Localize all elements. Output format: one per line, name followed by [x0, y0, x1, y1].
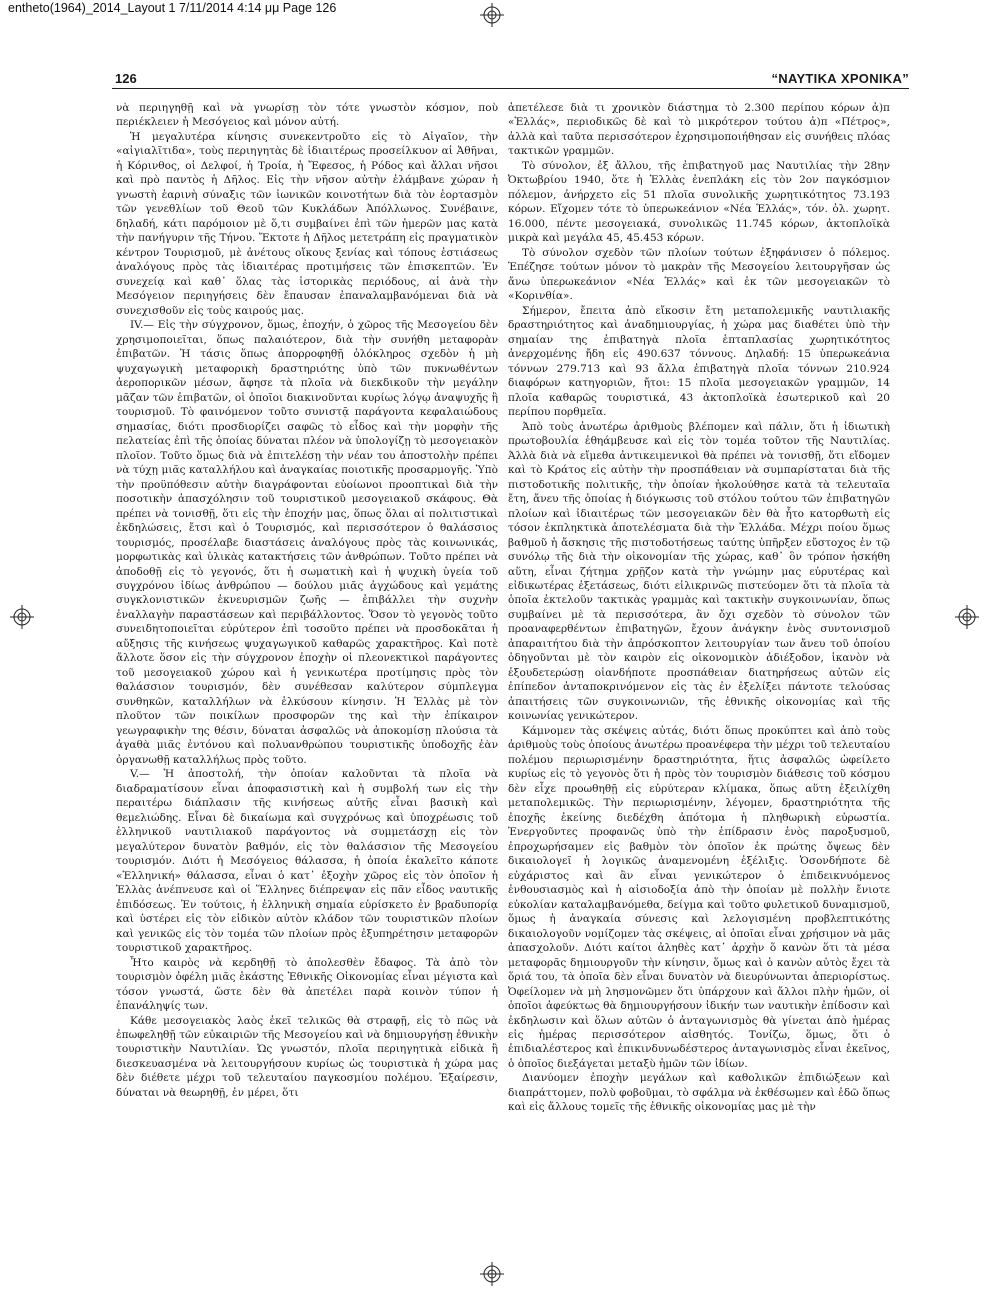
paragraph: Τὸ σύνολον σχεδὸν τῶν πλοίων τούτων ἐξηφάνισεν ὁ πόλεμος. Ἐπέζησε τούτων μόνον τὸ μακρὰν τῆς Μεσογείου λειτουργῆσαν ὡς ἄνω ὑπερωκεάνιον «Νέα Ἑλλάς» καὶ ἐκ τῶν μεσογειακῶν τὸ «Κορινθία».	[508, 246, 890, 303]
right-column	[508, 101, 890, 1115]
paragraph: Διανύομεν ἐποχὴν μεγάλων καὶ καθολικῶν ἐπιδιώξεων καὶ διαπράττομεν, πολὺ φοβοῦμαι, τὸ σφάλμα νὰ ἐκθέσωμεν καὶ ἐδῶ ὅπως καὶ εἰς ἄλλους τομεῖς τῆς ἐθνικῆς οἰκονομίας μας μὲ τὴν	[508, 1072, 890, 1114]
paragraph: Ἦτο καιρὸς νὰ κερδηθῇ τὸ ἀπολεσθὲν ἔδαφος. Τὰ ἀπὸ τὸν τουρισμὸν ὀφέλη μιᾶς ἑκάστης Ἐθνικῆς Οἰκονομίας εἶναι μέγιστα καὶ τόσον γνωστά, ὥστε δὲν θὰ ἀπετέλει παρὰ κοινὸν τύπον ἡ ἐπανάληψίς των.	[116, 956, 498, 1013]
registration-mark-bottom-icon	[480, 1262, 504, 1286]
header-rule	[112, 88, 909, 89]
registration-mark-top-icon	[480, 3, 504, 27]
left-column	[116, 101, 498, 1100]
paragraph: Ἀπὸ τοὺς ἀνωτέρω ἀριθμοὺς βλέπομεν καὶ πάλιν, ὅτι ἡ ἰδιωτικὴ πρωτοβουλία ἐθηάμβευσε καὶ εἰς τὸν τομέα τοῦτον τῆς Ναυτιλίας. Ἀλλὰ διὰ νὰ εἴμεθα ἀντικειμενικοὶ θὰ πρέπει νὰ τονισθῇ, ὅτι εἴδομεν καὶ τὸ Κράτος εἰς αὐτὴν τὴν προσπάθειαν νὰ συμπαρίσταται διὰ τῆς πιστοδοτικῆς πολιτικῆς, τὴν ὁποίαν ἠκολούθησε κατὰ τὰ τελευταῖα ἔτη, ἄνευ τῆς ὁποίας ἡ διόγκωσις τοῦ στόλου τούτου τῶν ἐπιβατηγῶν πλοίων καὶ ἰδιαιτέρως τῶν μεσογειακῶν δὲν θὰ ἦτο κατορθωτὴ εἰς τόσον ἐκπληκτικὰ ἀποτελέσματα διὰ τὴν Ἑλλάδα. Μέχρι ποίου ὅμως βαθμοῦ ἡ ἄσκησις τῆς πιστοδοτήσεως ταύτης ὑπῆρξεν εὔστοχος ἐν τῷ συνόλῳ τῆς διὰ τὴν οἰκονομίαν τῆς χώρας, καθ᾽ ὃν τρόπον ἠσκήθη αὕτη, εἶναι ζήτημα χρῇζον κατὰ τὴν γνώμην μας εὐρυτέρας καὶ εἰδικωτέρας ἐξετάσεως, διότι εἰλικρινῶς πιστεύομεν ὅτι τὰ πλοῖα τὰ ὁποῖα ἐκτελοῦν τακτικὰς γραμμὰς καὶ τακτικὴν συγκοινωνίαν, ὅπως συμβαίνει μὲ τὰ περισσότερα, ἂν ὄχι σχεδὸν τὸ σύνολον τῶν προαναφερθέντων ἐπιβατηγῶν, ἔχουν ἀνάγκην ἑνὸς συντονισμοῦ ἀπαραιτήτου διὰ τὴν ἀπρόσκοπτον λειτουργίαν των ἄνευ τοῦ ὁποίου ὁδηγοῦνται μὲ τὸν καιρὸν εἰς οἰκονομικὸν ἀδιέξοδον, ἱκανὸν νὰ ἐξουδετερώσῃ οἱανδήποτε προσπάθειαν διατηρήσεως αὐτῶν εἰς ἐπίπεδον ἀνταποκρινόμενον εἰς τὰς ἐν ἐξελίξει πάντοτε τελούσας ἀπαιτήσεις τῶν συγκοινωνιῶν, τῆς ἐθνικῆς οἰκονομίας καὶ τῆς κοινωνίας γενικώτερον.	[508, 420, 890, 723]
page-number: 126	[115, 71, 137, 86]
paragraph: Κάθε μεσογειακὸς λαὸς ἐκεῖ τελικῶς θὰ στραφῇ, εἰς τὸ πῶς νὰ ἐπωφεληθῇ τῶν εὐκαιριῶν τῆς Μεσογείου καὶ νὰ δημιουργήσῃ ἐθνικὴν τουριστικὴν Ναυτιλίαν. Ὡς γνωστόν, πλοῖα περιηγητικὰ εἰδικὰ ἢ διεσκευασμένα νὰ λειτουργήσουν κυρίως ὡς τουριστικὰ ἡ χώρα μας δὲν διέθετε μέχρι τοῦ τελευταίου παγκοσμίου πολέμου. Ἐξαίρεσιν, δύναται νὰ θεωρηθῇ, ἐν μέρει, ὅτι	[116, 1014, 498, 1099]
paragraph: νὰ περιηγηθῇ καὶ νὰ γνωρίσῃ τὸν τότε γνωστὸν κόσμον, ποὺ περιέκλειεν ἡ Μεσόγειος καὶ μόνον αὐτή.	[116, 102, 498, 129]
paragraph: Κάμνομεν τὰς σκέψεις αὐτάς, διότι ὅπως προκύπτει καὶ ἀπὸ τοὺς ἀριθμοὺς τοὺς ὁποίους ἀνωτέρω προανέφερα τὴν μέχρι τοῦ τελευταίου πολέμου περιωρισμένην δραστηριότητα, ἥτις ἀσφαλῶς ὠφείλετο κυρίως εἰς τὸ γεγονὸς ὅτι ἡ πρὸς τὸν τουρισμὸν διάθεσις τοῦ κόσμου δὲν εἶχε προωθηθῇ εἰς εὐρύτεραν κλίμακα, ὅπως αὕτη ἐξειλίχθη μεταπολεμικῶς. Τὴν περιωρισμένην, λέγομεν, δραστηριότητα τῆς ἐποχῆς ἐκείνης διεδέχθη ἀπότομα ἡ πληθωρικὴ εὐρωστία. Ἐνεργοῦντες προφανῶς ὑπὸ τὴν ἐπίδρασιν ἑνὸς παροξυσμοῦ, ἐπροχωρήσαμεν εἰς βαθμὸν τὸν ὁποῖον ἐκ πρώτης ὄψεως δὲν δικαιολογεῖ ἡ λογικῶς ἀναμενομένη ἐξέλιξις. Ὁσονδήποτε δὲ εὐχάριστος καὶ ἂν εἶναι γενικώτερον ὁ ἐπιδεικνυόμενος ἐνθουσιασμὸς καὶ ἡ αἰσιοδοξία ἀπὸ τὴν ὁποίαν μὲ πολλὴν ἔνιοτε εὐκολίαν καταλαμβανόμεθα, δείγμα καὶ τοῦτο φυλετικοῦ δυναμισμοῦ, ὅμως ἡ ἀναγκαία σύνεσις καὶ λελογισμένη προβλεπτικότης δικαιολογοῦν νομίζομεν τὰς σκέψεις, αἱ ὁποῖαι εἶναι χρήσιμον νὰ μᾶς ἀπασχολοῦν. Διότι καίτοι ἀληθὲς κατ᾽ ἀρχὴν ὅ κανὼν ὅτι τὰ μέσα μεταφορᾶς δημιουργοῦν τὴν κίνησιν, ὅμως καὶ ὁ κανὼν αὐτὸς ἔχει τὰ ὅριά του, τὰ ὁποῖα δὲν εἶναι δυνατὸν νὰ διευρύνωνται ἀπεριορίστως. Ὀφείλομεν νὰ μὴ λησμονῶμεν ὅτι ὑπάρχουν καὶ ἄλλοι πλὴν ἡμῶν, οἱ ὁποῖοι ἀφεύκτως θὰ δημιουργήσουν ἰδικήν των ναυτικὴν ἐπίδοσιν καὶ ἐκδηλωσιν καὶ ὅλων αὐτῶν ὁ ἀνταγωνισμὸς θὰ γίνεται ἀπὸ ἡμέρας εἰς ἡμέρας περισσότερον αἰσθητός. Τονίζω, ὅμως, ὅτι ὁ ἐπιδιαλέστερος καὶ ἐπικινδυνωδέστερος ἀνταγωνισμὸς εἶναι ἐκεῖνος, ὁ ὁποῖος διεξάγεται μεταξὺ ἡμῶν τῶν ἰδίων.	[508, 724, 890, 1070]
registration-mark-right-icon	[955, 605, 979, 629]
registration-mark-left-icon	[10, 605, 34, 629]
paragraph: IV.— Εἰς τὴν σύγχρονον, ὅμως, ἐποχήν, ὁ χῶρος τῆς Μεσογείου δὲν χρησιμοποιεῖται, ὅπως παλαιότερον, διὰ τὴν συνήθη μεταφορὰν ἐπιβατῶν. Ἡ τάσις ὅπως ἀπορροφηθῇ ὁλόκληρος σχεδὸν ἡ μὴ ψυχαγωγικὴ μεταφορικὴ δραστηριότης ὑπὸ τῶν πυκνωθέντων ἀεροπορικῶν μέσων, ἄφησε τὰ πλοῖα νὰ διεκδικοῦν τὴν μεγάλην μᾶζαν τῶν ἐπιβατῶν, οἱ ὁποῖοι διακινοῦνται κυρίως λόγῳ ἀναψυχῆς ἢ τουρισμοῦ. Τὸ φαινόμενον τοῦτο συνιστᾷ παράγοντα κεφαλαιώδους σημασίας, διότι προσδιορίζει σαφῶς τὸ εἶδος καὶ τὴν μορφὴν τῆς πελατείας ἐπὶ τῆς ὁποίας δύναται πλέον νὰ ὑπολογίζῃ τὸ μεσογειακὸν πλοῖον. Τοῦτο ὅμως διὰ νὰ ἐπιτελέσῃ τὴν νέαν του ἀποστολὴν πρέπει νὰ τύχῃ μιᾶς καταλλήλου καὶ ἀναγκαίας ποιοτικῆς προσαρμογῆς. Ὑπὸ τὴν προϋπόθεσιν αὐτὴν διαγράφονται εὐοίωνοι προοπτικαὶ διὰ τὴν ποσοτικὴν ἀπασχόλησιν τοῦ τουριστικοῦ μεσογειακοῦ σκάφους. Θὰ πρέπει νὰ τονισθῇ, ὅτι εἰς τὴν ἐποχήν μας, ὅπως ὅλαι αἱ πολιτιστικαὶ ἐκδηλώσεις, ἔτσι καὶ ὁ Τουρισμός, καὶ περισσότερον ὁ θαλάσσιος τουρισμός, προσέλαβε διαστάσεις ἀναλόγους πρὸς τὰς κοινωνικάς, μορφωτικὰς καὶ ὑλικὰς κατακτήσεις τῶν ἀνθρώπων. Τοῦτο πρέπει νὰ ἀποδοθῇ εἰς τὸ γεγονός, ὅτι ἡ σωματικὴ καὶ ἡ ψυχικὴ ὑγεία τοῦ συγχρόνου ἰδίως ἀνθρώπου — δούλου μιᾶς ἀγχώδους καὶ γεμάτης συγκλονιστικῶν ἐκνευρισμῶν ζωῆς — ἐπιβάλλει τὴν συχνὴν ἐναλλαγὴν παραστάσεων καὶ περιβάλλοντος. Ὅσον τὸ γεγονὸς τοῦτο συνειδητοποιεῖται εὐρύτερον ἐπὶ τοσοῦτο πρέπει νὰ προσδοκᾶται ἡ αὔξησις τῆς κινήσεως ψυχαγωγικοῦ καθαρῶς χαρακτῆρος. Καὶ ποτὲ ἄλλοτε ὅσον εἰς τὴν σύγχρονον ἐποχὴν οἱ πλεονεκτικοὶ παράγοντες τοῦ μεσογειακοῦ χώρου καὶ ἡ γενικωτέρα προτίμησις πρὸς τὸν θαλάσσιον τουρισμόν, δὲν συνέθεσαν καλύτερον σύμπλεγμα συνθηκῶν, καταλλήλων νὰ ἑλκύσουν κίνησιν. Ἡ Ἑλλὰς μὲ τὸν πλοῦτον τῶν ποικίλων προσφορῶν της καὶ τὴν ἐπίκαιρον γεωγραφικὴν της θέσιν, δύναται ἀσφαλῶς νὰ ἀποκομίσῃ πλούσια τὰ ἀγαθὰ μιᾶς ἐντόνου καὶ πολυανθρώπου τουριστικῆς ὑποδοχῆς ἐὰν ὀργανωθῇ καταλλήλως πρὸς τοῦτο.	[116, 319, 498, 766]
paragraph: V.— Ἡ ἀποστολή, τὴν ὁποίαν καλοῦνται τὰ πλοῖα νὰ διαδραματίσουν εἶναι ἀποφασιστικὴ καὶ ἡ συμβολή των εἰς τὴν περαιτέρω διάπλασιν τῆς κινήσεως αὐτῆς εἶναι βασικὴ καὶ θεμελιώδης. Εἶναι δὲ δικαίωμα καὶ συγχρόνως καὶ ὑποχρέωσις τοῦ ἑλληνικοῦ ναυτιλιακοῦ παράγοντος νὰ συμμετάσχῃ εἰς τὸν μεγαλύτερον δυνατὸν βαθμόν, εἰς τὸν θαλάσσιον τῆς Μεσογείου τουρισμόν. Διότι ἡ Μεσόγειος θάλασσα, ἡ ὁποία ἐκαλεῖτο κάποτε «Ἑλληνική» θάλασσα, εἶναι ὁ κατ᾽ ἐξοχὴν χῶρος εἰς τὸν ὁποῖον ἡ Ἑλλὰς ἀνέπνευσε καὶ οἱ Ἕλληνες διέπρεψαν εἰς πᾶν εἶδος ναυτικῆς ἐπιδόσεως. Ἐν τούτοις, ἡ ἑλληνικὴ σημαία εὑρίσκετο ἐν βραδυπορίᾳ καὶ ὑστέρει εἰς τὸν εἰδικὸν αὐτὸν κλάδον τῶν τουριστικῶν πλοίων καὶ γενικῶς εἰς τὸν τομέα τῶν πλοίων πρὸς ἐξυπηρέτησιν μεταφορῶν τουριστικοῦ χαρακτῆρος.	[116, 768, 498, 955]
paragraph: Ἡ μεγαλυτέρα κίνησις συνεκεντροῦτο εἰς τὸ Αἰγαῖον, τὴν «αἰγιαλῖτιδα», τοὺς περιηγητὰς δὲ ἰδιαιτέρως προσείλκυον αἱ Ἀθῆναι, ἡ Κόρινθος, οἱ Δελφοί, ἡ Τροία, ἡ Ἔφεσος, ἡ Ρόδος καὶ ἄλλαι νῆσοι καὶ πρὸ παντὸς ἡ Δῆλος. Εἰς τὴν νῆσον αὐτὴν ἐλάμβανε χώραν ἡ γνωστὴ ἐαρινὴ σύναξις τῶν ἰωνικῶν κοινοτήτων διὰ τὸν ἑορτασμὸν τῶν γενεθλίων τοῦ Θεοῦ τῶν Κυκλάδων Ἀπόλλωνος. Συνέβαινε, δηλαδή, κάτι παρόμοιον μὲ ὅ,τι συμβαίνει ἐπὶ τῶν ἡμερῶν μας κατὰ τὴν πανήγυριν τῆς Τήνου. Ἔκτοτε ἡ Δῆλος μετετράπη εἰς πραγματικὸν κέντρον Τουρισμοῦ, μὲ ἀνέτους οἴκους ξενίας καὶ τόπους ἑστιάσεως ἀναλόγους πρὸς τὰς ἰδιαιτέρας προτιμήσεις τῶν ἐπισκεπτῶν. Ἐν συνεχείᾳ καὶ καθ᾽ ὅλας τὰς ἱστορικὰς περιόδους, αἱ ἀνὰ τὴν Μεσόγειον περιηγήσεις δὲν ἔπαυσαν ἐπαναλαμβανόμεναι διὰ νὰ συνεχισθοῦν εἰς τοὺς καιρούς μας.	[116, 130, 498, 317]
running-title: “ΝΑΥΤΙΚΑ ΧΡΟΝΙΚΑ”	[771, 71, 909, 86]
paragraph: ἀπετέλεσε διὰ τι χρονικὸν διάστημα τὸ 2.300 περίπου κόρων ἀ)π «Ἑλλάς», περιοδικῶς δὲ καὶ τὸ μικρότερον τούτου ἀ)π «Πέτρος», ἀλλὰ καὶ ταῦτα περισσότερον ἐχρησιμοποιήθησαν εἰς συνήθεις πλόας τακτικῶν γραμμῶν.	[508, 102, 890, 158]
paragraph: Τὸ σύνολον, ἐξ ἄλλου, τῆς ἐπιβατηγοῦ μας Ναυτιλίας τὴν 28ην Ὀκτωβρίου 1940, ὅτε ἡ Ἑλλὰς ἐνεπλάκη εἰς τὸν 2ον παγκόσμιον πόλεμον, ἀνήρχετο εἰς 51 πλοῖα συνολικῆς χωρητικότητος 73.193 κόρων. Εἴχομεν τότε τὸ ὑπερωκεάνιον «Νέα Ἑλλάς», τόν. ὀλ. χωρητ. 16.000, πέντε μεσογειακά, συνολικῶς 11.745 κόρων, ἀκτοπλοϊκὰ μικρὰ καὶ μεγάλα 45, 45.453 κόρων.	[508, 159, 890, 245]
paragraph: Σήμερον, ἔπειτα ἀπὸ εἴκοσιν ἔτη μεταπολεμικῆς ναυτιλιακῆς δραστηριότητος καὶ ἀναδημιουργίας, ἡ χώρα μας διαθέτει ὑπὸ τὴν σημαίαν της ἐπιβατηγὰ πλοῖα ἑπταπλασίας χωρητικότητος ἀνερχομένης ἤδη εἰς 490.637 τόννους. Δηλαδή: 15 ὑπερωκεάνια τόννων 279.713 καὶ 93 ἄλλα ἐπιβατηγὰ πλοῖα τόννων 210.924 διαφόρων κατηγοριῶν, ἤτοι: 15 πλοῖα μεσογειακῶν γραμμῶν, 14 πλοῖα καθαρῶς τουριστικά, 43 ἀκτοπλοϊκὰ ἐσωτερικοῦ καὶ 20 περίπου πορθμεῖα.	[508, 304, 890, 419]
printer-slug: entheto(1964)_2014_Layout 1 7/11/2014 4:14 μμ Page 126	[8, 1, 337, 15]
